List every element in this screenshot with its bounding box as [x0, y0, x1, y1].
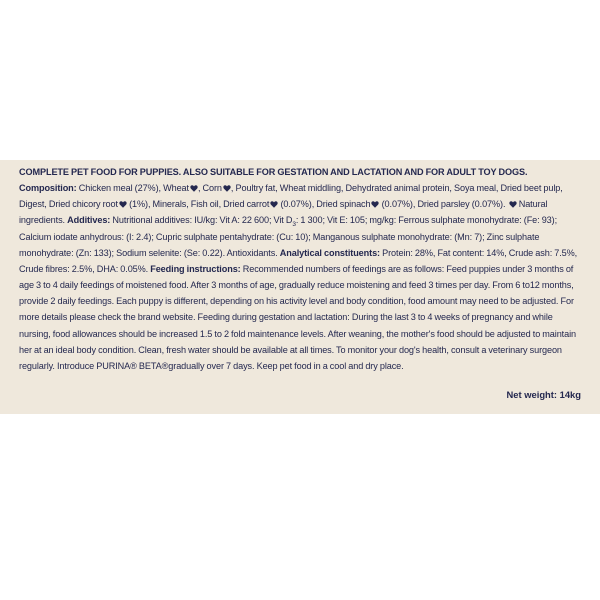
feeding-instructions-title: Feeding instructions:: [150, 263, 241, 274]
composition-text: Chicken meal (27%), Wheat: [78, 183, 189, 194]
composition-text: (0.07%), Dried spinach: [278, 199, 371, 210]
composition-text: , Corn: [197, 183, 222, 194]
heart-icon: [223, 185, 231, 192]
additives-text: Nutritional additives: IU/kg: Vit A: 22 600; Vit D: [112, 215, 293, 226]
composition-text: , Poultry fat, Wheat middling, Dehydrated animal protein, Soya meal, Dried beet pulp, Digest, Dried chicory root: [19, 183, 563, 210]
natural-ingredients-note: Natural ingredients.: [19, 199, 548, 226]
feeding-instructions-text: Recommended numbers of feedings are as follows: Feed puppies under 3 months of age 3 to 4 daily feedings of moistened food. After 3 months of age, gradually reduce moistening and feed 3 times per day. From 6 to12 months, provide 2 daily feedings. Each puppy is different, depending on his activity level and body condition, food amount may need to be adjusted. For more details please check the brand website. Feeding during gestation and lactation: During the last 3 to 4 weeks of pregnancy and while nursing, food allowances should be increased 1.5 to 2 fold maintenance levels. After weaning, the mother's food should be adjusted to maintain her at an ideal body condition. Clean, fresh water should be available at all times. To monitor your dog's health, consult a veterinary surgeon regularly. Introduce PURINA® BETA®gradually over 7 days. Keep pet food in a cool and dry place.: [19, 263, 576, 371]
heart-icon: [190, 185, 198, 192]
product-heading: COMPLETE PET FOOD FOR PUPPIES. ALSO SUITABLE FOR GESTATION AND LACTATION AND FOR ADULT TOY DOGS.: [19, 167, 528, 177]
additives-title: Additives:: [67, 215, 111, 226]
vitamin-d-subscript: 3: [292, 221, 296, 229]
product-label-panel: [0, 160, 600, 414]
composition-text: (1%), Minerals, Fish oil, Dried carrot: [126, 199, 270, 210]
composition-title: Composition:: [19, 183, 77, 194]
heart-icon: [119, 201, 127, 208]
label-text-block: [19, 164, 585, 374]
heart-icon: [509, 201, 517, 208]
net-weight: Net weight: 14kg: [506, 389, 581, 400]
analytical-constituents-title: Analytical constituents:: [279, 247, 380, 258]
composition-text: (0.07%), Dried parsley (0.07%).: [379, 199, 506, 210]
additives-text: : 1 300; Vit E: 105; mg/kg: Ferrous sulphate monohydrate: (Fe: 93); Calcium iodate anhydrous: (I: 2.4); Cupric sulphate pentahydrate: (Cu: 10); Manganous sulphate monohydrate: (Mn: 7); Zinc sulphate monohydrate: (Zn: 133); Sodium selenite: (Se: 0.22). Antioxidants.: [19, 215, 558, 258]
analytical-constituents-text: Protein: 28%, Fat content: 14%, Crude ash: 7.5%, Crude fibres: 2.5%, DHA: 0.05%.: [19, 247, 578, 274]
